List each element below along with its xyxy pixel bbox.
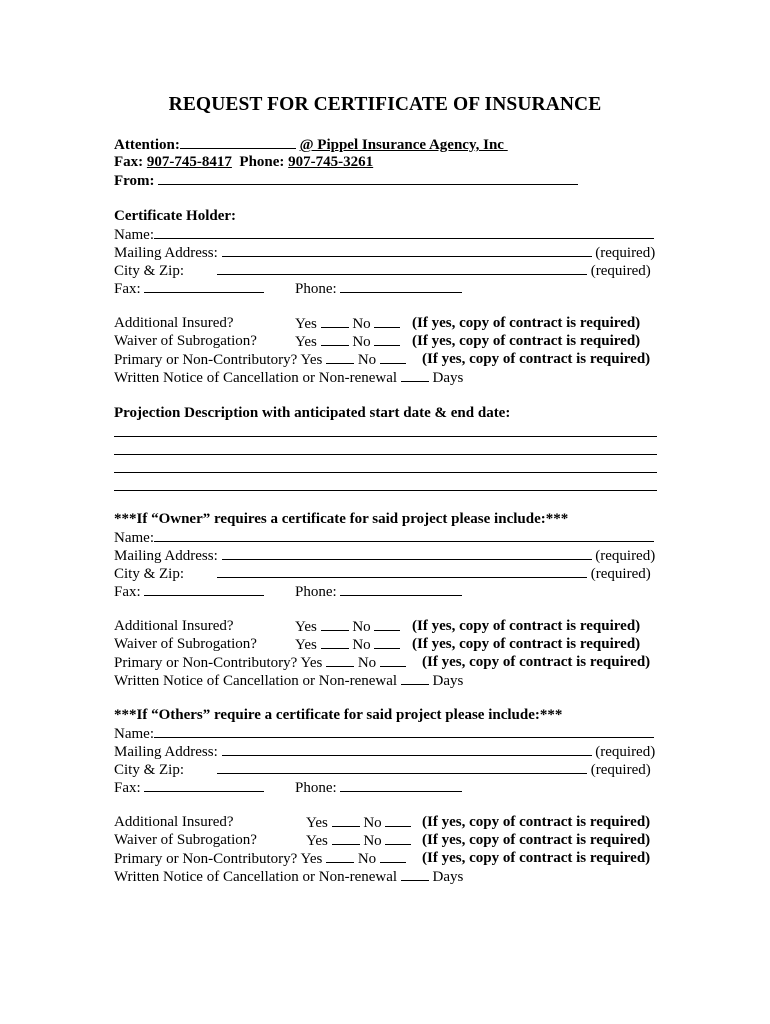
- no-label: No: [357, 655, 377, 671]
- city-label: City & Zip:: [114, 762, 185, 778]
- yes-label: Yes: [295, 316, 317, 332]
- no-label: No: [357, 352, 377, 368]
- agency-phone: 907-745-3261: [288, 154, 374, 170]
- yes-field[interactable]: [332, 813, 360, 827]
- holder-additional-label: Additional Insured?: [114, 315, 234, 331]
- agency-name: @ Pippel Insurance Agency, Inc: [299, 137, 504, 153]
- others-city-field[interactable]: [217, 760, 587, 774]
- primary-label: Primary or Non-Contributory?: [114, 352, 298, 368]
- name-label: Name:: [114, 726, 154, 742]
- no-label: No: [352, 619, 371, 635]
- required-note: (required): [590, 263, 651, 279]
- holder-name-field[interactable]: [154, 225, 654, 239]
- others-phone-row: [295, 778, 462, 797]
- yes-field[interactable]: [321, 314, 349, 328]
- no-field[interactable]: [374, 635, 400, 649]
- no-label: No: [357, 851, 377, 867]
- days-label: Days: [432, 673, 464, 689]
- no-label: No: [363, 815, 382, 831]
- owner-name-row: [114, 528, 654, 546]
- no-label: No: [352, 637, 371, 653]
- owner-primary-row: [114, 653, 406, 671]
- attention-field[interactable]: [180, 135, 296, 149]
- others-mailing-field[interactable]: [222, 742, 592, 756]
- no-field[interactable]: [374, 617, 400, 631]
- no-field[interactable]: [380, 849, 406, 863]
- no-field[interactable]: [380, 350, 406, 364]
- contract-note: (If yes, copy of contract is required): [422, 654, 651, 670]
- yes-label: Yes: [300, 655, 323, 671]
- yes-label: Yes: [300, 352, 323, 368]
- holder-primary-row: [114, 350, 406, 368]
- yes-label: Yes: [300, 851, 323, 867]
- others-waiver-label: Waiver of Subrogation?: [114, 832, 257, 848]
- holder-phone-row: [295, 279, 462, 298]
- yes-field[interactable]: [321, 617, 349, 631]
- others-mailing-row: [114, 742, 655, 760]
- projection-heading: Projection Description with anticipated start date & end date:: [114, 405, 511, 421]
- holder-city-field[interactable]: [217, 261, 587, 275]
- mailing-label: Mailing Address:: [114, 548, 218, 564]
- others-fax-field[interactable]: [144, 778, 264, 792]
- owner-name-field[interactable]: [154, 528, 654, 542]
- mailing-label: Mailing Address:: [114, 744, 218, 760]
- from-row: [114, 171, 578, 189]
- others-additional-label: Additional Insured?: [114, 814, 234, 830]
- yes-field[interactable]: [332, 831, 360, 845]
- no-field[interactable]: [380, 653, 406, 667]
- holder-fax-row: [114, 279, 264, 297]
- contract-note: (If yes, copy of contract is required): [422, 814, 651, 830]
- yes-label: Yes: [295, 637, 317, 653]
- city-label: City & Zip:: [114, 566, 185, 582]
- holder-mailing-row: [114, 243, 655, 261]
- owner-notice-row: [114, 671, 463, 689]
- description-line-3[interactable]: [114, 472, 657, 473]
- owner-waiver-options: [295, 635, 400, 654]
- owner-additional-options: [295, 617, 400, 636]
- attention-row: [114, 135, 508, 153]
- contact-row: [114, 153, 373, 171]
- owner-fax-field[interactable]: [144, 582, 264, 596]
- phone-label: Phone:: [295, 780, 337, 796]
- fax-label: Fax:: [114, 281, 141, 297]
- yes-field[interactable]: [326, 350, 354, 364]
- no-label: No: [363, 833, 382, 849]
- required-note: (required): [590, 762, 651, 778]
- contract-note: (If yes, copy of contract is required): [422, 832, 651, 848]
- from-label: From:: [114, 173, 155, 189]
- owner-city-row: [114, 564, 651, 582]
- others-notice-row: [114, 867, 463, 885]
- others-phone-field[interactable]: [340, 778, 462, 792]
- yes-field[interactable]: [321, 332, 349, 346]
- owner-city-field[interactable]: [217, 564, 587, 578]
- holder-heading: Certificate Holder:: [114, 208, 237, 224]
- notice-days-field[interactable]: [401, 867, 429, 881]
- holder-city-row: [114, 261, 651, 279]
- no-field[interactable]: [374, 314, 400, 328]
- holder-waiver-label: Waiver of Subrogation?: [114, 333, 257, 349]
- holder-fax-field[interactable]: [144, 279, 264, 293]
- written-notice-label: Written Notice of Cancellation or Non-renewal: [114, 370, 398, 386]
- others-heading: ***If “Others” require a certificate for said project please include:***: [114, 707, 563, 723]
- others-fax-row: [114, 778, 264, 796]
- owner-mailing-row: [114, 546, 655, 564]
- contract-note: (If yes, copy of contract is required): [422, 850, 651, 866]
- yes-field[interactable]: [326, 653, 354, 667]
- contract-note: (If yes, copy of contract is required): [412, 315, 641, 331]
- holder-name-row: [114, 225, 654, 243]
- yes-label: Yes: [306, 833, 328, 849]
- holder-mailing-field[interactable]: [222, 243, 592, 257]
- owner-fax-row: [114, 582, 264, 600]
- city-label: City & Zip:: [114, 263, 185, 279]
- holder-notice-row: [114, 368, 463, 386]
- contract-note: (If yes, copy of contract is required): [412, 636, 641, 652]
- owner-phone-field[interactable]: [340, 582, 462, 596]
- owner-heading: ***If “Owner” requires a certificate for said project please include:***: [114, 511, 569, 527]
- name-label: Name:: [114, 227, 154, 243]
- notice-days-field[interactable]: [401, 368, 429, 382]
- yes-field[interactable]: [326, 849, 354, 863]
- others-additional-options: [306, 813, 411, 832]
- contract-note: (If yes, copy of contract is required): [412, 618, 641, 634]
- page-title: REQUEST FOR CERTIFICATE OF INSURANCE: [168, 94, 602, 115]
- others-city-row: [114, 760, 651, 778]
- others-name-field[interactable]: [154, 724, 654, 738]
- no-field[interactable]: [374, 332, 400, 346]
- notice-days-field[interactable]: [401, 671, 429, 685]
- phone-label: Phone:: [295, 281, 337, 297]
- days-label: Days: [432, 869, 464, 885]
- yes-field[interactable]: [321, 635, 349, 649]
- required-note: (required): [590, 566, 651, 582]
- owner-waiver-label: Waiver of Subrogation?: [114, 636, 257, 652]
- others-waiver-options: [306, 831, 411, 850]
- yes-label: Yes: [295, 334, 317, 350]
- required-note: (required): [595, 245, 656, 261]
- holder-waiver-options: [295, 332, 400, 351]
- name-label: Name:: [114, 530, 154, 546]
- attention-label: Attention:: [114, 137, 180, 153]
- description-line-2[interactable]: [114, 454, 657, 455]
- owner-phone-row: [295, 582, 462, 601]
- written-notice-label: Written Notice of Cancellation or Non-renewal: [114, 869, 398, 885]
- written-notice-label: Written Notice of Cancellation or Non-renewal: [114, 673, 398, 689]
- fax-label: Fax:: [114, 154, 144, 170]
- phone-label: Phone:: [239, 154, 285, 170]
- no-label: No: [352, 334, 371, 350]
- days-label: Days: [432, 370, 464, 386]
- primary-label: Primary or Non-Contributory?: [114, 655, 298, 671]
- agency-fax: 907-745-8417: [146, 154, 232, 170]
- primary-label: Primary or Non-Contributory?: [114, 851, 298, 867]
- fax-label: Fax:: [114, 584, 141, 600]
- phone-label: Phone:: [295, 584, 337, 600]
- from-field[interactable]: [158, 171, 578, 185]
- required-note: (required): [595, 744, 656, 760]
- owner-mailing-field[interactable]: [222, 546, 592, 560]
- others-primary-row: [114, 849, 406, 867]
- mailing-label: Mailing Address:: [114, 245, 218, 261]
- owner-additional-label: Additional Insured?: [114, 618, 234, 634]
- contract-note: (If yes, copy of contract is required): [412, 333, 641, 349]
- contract-note: (If yes, copy of contract is required): [422, 351, 651, 367]
- no-field[interactable]: [385, 831, 411, 845]
- yes-label: Yes: [306, 815, 328, 831]
- fax-label: Fax:: [114, 780, 141, 796]
- no-label: No: [352, 316, 371, 332]
- others-name-row: [114, 724, 654, 742]
- holder-additional-options: [295, 314, 400, 333]
- holder-phone-field[interactable]: [340, 279, 462, 293]
- description-line-4[interactable]: [114, 490, 657, 491]
- required-note: (required): [595, 548, 656, 564]
- description-line-1[interactable]: [114, 436, 657, 437]
- no-field[interactable]: [385, 813, 411, 827]
- yes-label: Yes: [295, 619, 317, 635]
